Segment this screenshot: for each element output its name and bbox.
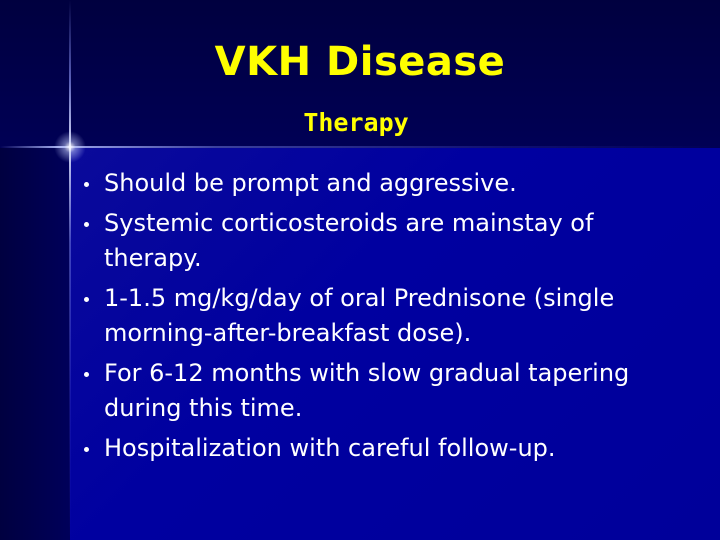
slide-title: VKH Disease <box>214 39 506 85</box>
bullet-list <box>84 166 690 471</box>
bullet-item <box>84 281 690 351</box>
slide-subtitle-text: Therapy <box>303 108 409 137</box>
bullet-dot-icon <box>84 222 89 227</box>
bullet-dot-icon <box>84 447 89 452</box>
bullet-item <box>84 356 690 426</box>
bullet-item <box>84 206 690 276</box>
bullet-text: For 6-12 months with slow gradual tapering during this time. <box>104 359 630 422</box>
background-left-band <box>0 148 70 540</box>
bullet-text: Hospitalization with careful follow-up. <box>104 434 556 462</box>
bullet-item <box>84 431 690 466</box>
bullet-dot-icon <box>84 182 89 187</box>
bullet-dot-icon <box>84 372 89 377</box>
bullet-dot-icon <box>84 297 89 302</box>
bullet-text: Systemic corticosteroids are mainstay of therapy. <box>104 209 594 272</box>
bullet-text: 1-1.5 mg/kg/day of oral Prednisone (single morning-after-breakfast dose). <box>104 284 615 347</box>
slide-subtitle <box>0 107 720 139</box>
bullet-item <box>84 166 690 201</box>
bullet-text: Should be prompt and aggressive. <box>104 169 517 197</box>
star-flare-horizontal <box>0 146 720 148</box>
